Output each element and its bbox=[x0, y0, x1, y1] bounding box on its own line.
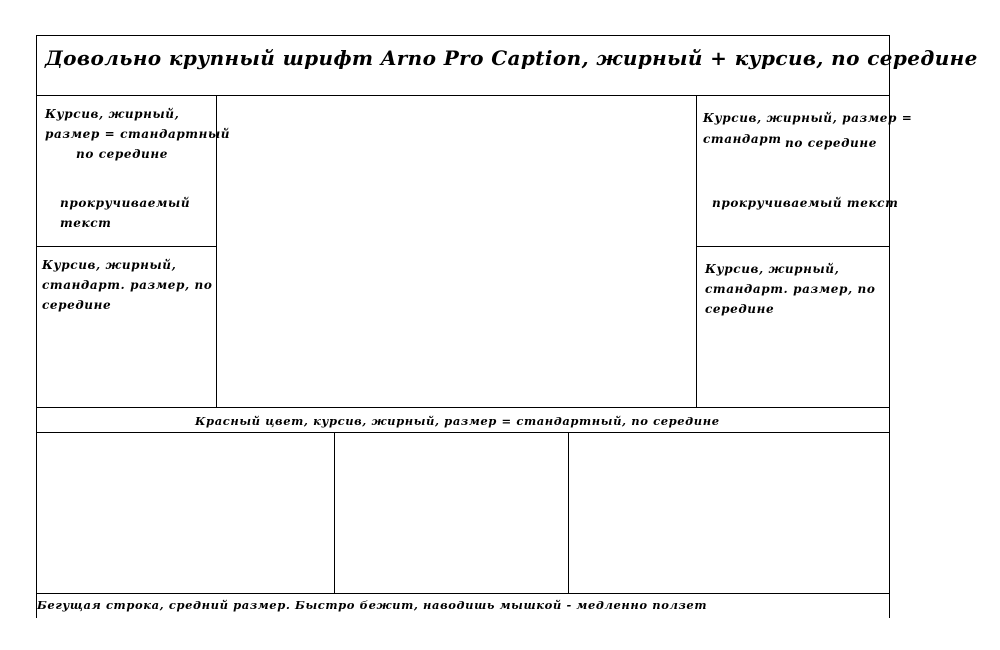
left-top-cell bbox=[37, 96, 231, 246]
footer-ticker-text[interactable]: Бегущая строка, средний размер. Быстро бежит, наводишь мышкой - медленно ползет bbox=[37, 598, 708, 612]
left-bottom-line-2: стандарт. размер, по bbox=[42, 278, 213, 292]
left-top-scroll-line-1[interactable]: прокручиваемый bbox=[60, 196, 191, 210]
left-top-line-2: размер = стандартный bbox=[45, 127, 231, 141]
right-bottom-line-1: Курсив, жирный, bbox=[705, 262, 840, 276]
bottom-cell-3 bbox=[569, 433, 889, 593]
left-top-scroll-line-2[interactable]: текст bbox=[60, 216, 112, 230]
footer-ticker-cell[interactable] bbox=[37, 594, 889, 618]
bottom-cell-1 bbox=[37, 433, 334, 593]
left-top-line-1: Курсив, жирный, bbox=[45, 107, 180, 121]
left-top-line-3: по середине bbox=[76, 147, 168, 161]
main-content-area bbox=[217, 96, 696, 407]
right-top-line-1: Курсив, жирный, размер = bbox=[703, 111, 913, 125]
right-top-scroll-text[interactable]: прокручиваемый текст bbox=[712, 196, 899, 210]
left-bottom-line-3: середине bbox=[42, 298, 112, 312]
right-top-cell bbox=[697, 96, 913, 246]
header-cell bbox=[37, 36, 978, 95]
right-bottom-line-3: середине bbox=[705, 302, 775, 316]
right-bottom-line-2: стандарт. размер, по bbox=[705, 282, 876, 296]
right-top-line-2b: по середине bbox=[785, 136, 877, 150]
left-bottom-line-1: Курсив, жирный, bbox=[42, 258, 177, 272]
page-title: Довольно крупный шрифт Arno Pro Caption, жирный + курсив, по середине bbox=[45, 46, 978, 70]
left-bottom-cell bbox=[37, 247, 216, 407]
right-top-line-2a: стандарт bbox=[703, 132, 782, 146]
bottom-cell-2 bbox=[335, 433, 568, 593]
band-cell bbox=[37, 408, 889, 432]
band-text: Красный цвет, курсив, жирный, размер = стандартный, по середине bbox=[195, 414, 720, 428]
right-bottom-cell bbox=[697, 247, 889, 407]
